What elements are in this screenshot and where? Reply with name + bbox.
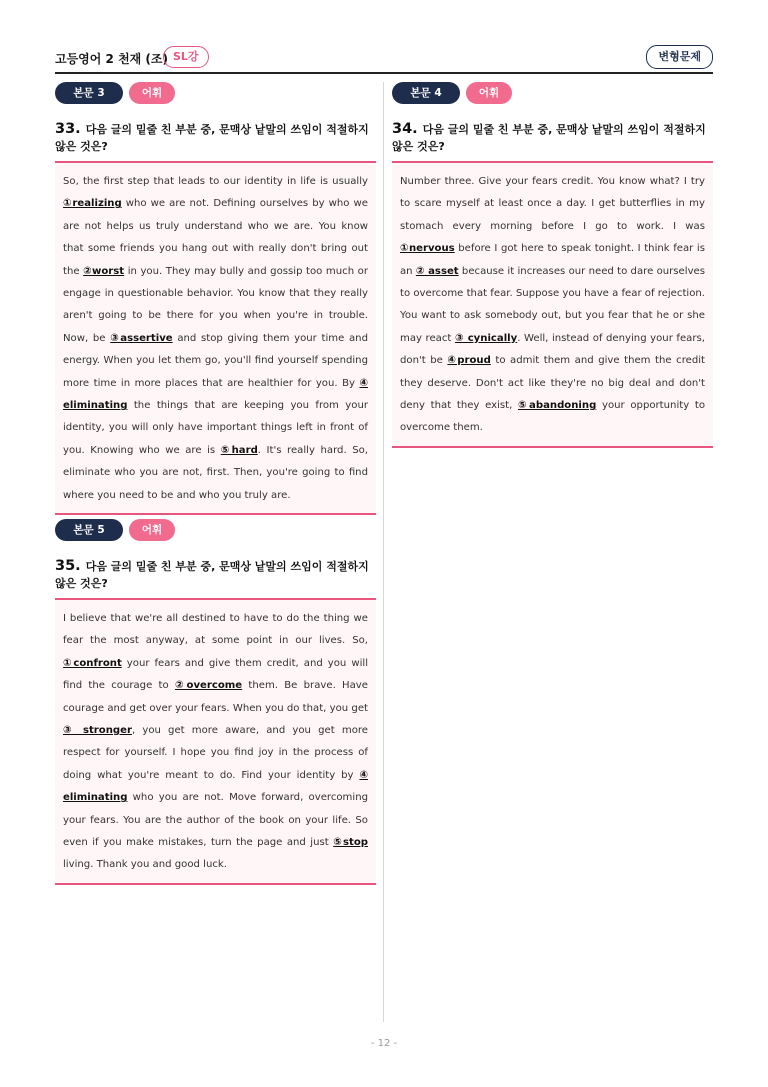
choice-1: ①confront — [63, 657, 122, 669]
passage-segment: before I got here to speak tonight. I think fear is an — [400, 243, 705, 277]
passage-segment: to admit them and give them the credit they deserve. Don't act like they're no big deal and don't deny that they exist, — [400, 355, 705, 412]
header-rule — [55, 72, 713, 74]
question-prompt — [55, 121, 376, 155]
question-type-badge: 변형문제 — [646, 45, 713, 69]
section-tags — [55, 519, 376, 543]
passage-segment: So, the first step that leads to our identity in life is usually — [63, 176, 368, 187]
column-divider — [383, 82, 384, 1022]
section-tags — [392, 82, 713, 106]
question-text: 다음 글의 밑줄 친 부분 중, 문맥상 낱말의 쓰임이 적절하지 않은 것은? — [55, 560, 369, 590]
passage-segment: because it increases our need to dare ourselves to overcome that fear. Suppose you have a fear of rejection. You want to ask somebody out, but you fear that he or she may react — [400, 265, 706, 344]
sl-badge: SL강 — [163, 46, 209, 68]
choice-5: ⑤hard — [220, 444, 258, 456]
question-34 — [392, 82, 713, 448]
passage-segment: Number three. Give your fears credit. You know what? I try to scare myself at least once a day. I get butterflies in my stomach every morning before I go to work. I was — [400, 176, 705, 232]
choice-2: ②worst — [83, 265, 125, 277]
passage-text — [392, 163, 713, 446]
choice-4: ④proud — [447, 355, 491, 367]
passage-tag: 본문 3 — [55, 82, 123, 104]
question-prompt — [392, 121, 713, 155]
category-tag: 어휘 — [129, 82, 175, 104]
passage-tag: 본문 4 — [392, 82, 460, 104]
passage-segment: your fears and give them credit, and you will find the courage to — [63, 657, 369, 692]
question-text: 다음 글의 밑줄 친 부분 중, 문맥상 낱말의 쓰임이 적절하지 않은 것은? — [55, 123, 369, 153]
page-header — [55, 46, 713, 72]
section-tags — [55, 82, 376, 106]
question-35 — [55, 519, 376, 885]
passage-segment: I believe that we're all destined to have to do the thing we fear the most anyway, at some point in our lives. So, — [63, 613, 368, 647]
passage-rule — [392, 446, 713, 448]
question-33 — [55, 82, 376, 515]
passage-segment: the things that are keeping you from your identity, you will only have important things left in front of you. Knowing who we are is — [63, 400, 368, 456]
page-number: - 12 - — [370, 1038, 398, 1049]
passage-segment: your opportunity to overcome them. — [400, 400, 705, 434]
choice-4: ④ eliminating — [63, 377, 368, 412]
passage-segment: living. Thank you and good luck. — [63, 859, 227, 871]
category-tag: 어휘 — [129, 519, 175, 541]
choice-3: ③ stronger — [63, 725, 132, 737]
passage-rule — [55, 513, 376, 515]
choice-1: ①realizing — [63, 198, 122, 210]
passage-segment: who you are not. Move forward, overcoming your fears. You are the author of the book on your life. So even if you make mistakes, turn the page and just — [63, 792, 368, 849]
choice-4: ④ eliminating — [63, 769, 368, 804]
choice-5: ⑤stop — [333, 837, 368, 849]
passage-segment: and stop giving them your time and energy. When you let them go, you'll find yourself spending more time in more places that are healthier for you. By — [63, 332, 368, 389]
question-number: 35. — [55, 558, 81, 574]
question-prompt — [55, 558, 376, 592]
question-number: 34. — [392, 121, 418, 137]
passage-segment: , you get more aware, and you get more respect for yourself. I hope you find joy in the process of doing what you're meant to do. Find your identity by — [63, 725, 369, 781]
question-text: 다음 글의 밑줄 친 부분 중, 문맥상 낱말의 쓰임이 적절하지 않은 것은? — [392, 123, 706, 153]
passage-text — [55, 163, 376, 513]
passage-text — [55, 600, 376, 883]
category-tag: 어휘 — [466, 82, 512, 104]
choice-5: ⑤abandoning — [518, 400, 597, 412]
passage-segment: in you. They may bully and gossip too much or engage in questionable behavior. You know that they really aren't going to be there for you when you're in trouble. Now, be — [63, 265, 368, 344]
passage-rule — [55, 883, 376, 885]
passage-tag: 본문 5 — [55, 519, 123, 541]
question-number: 33. — [55, 121, 81, 137]
passage-segment: . It's really hard. So, eliminate who you are not, first. Then, you're going to find where you need to be and who you truly are. — [63, 444, 368, 501]
passage-segment: them. Be brave. Have courage and get over your fears. When you do that, you get — [63, 680, 368, 714]
choice-1: ①nervous — [400, 243, 455, 255]
passage-segment: who we are not. Defining ourselves by who we are not helps us truly understand who we are. You know that some friends you hang out with really don't bring out the — [63, 198, 368, 277]
choice-2: ② asset — [415, 265, 459, 277]
choice-3: ③assertive — [110, 332, 173, 344]
choice-3: ③ cynically — [454, 332, 518, 344]
choice-2: ②overcome — [174, 680, 243, 692]
textbook-title: 고등영어 2 천재 (조) — [55, 52, 168, 66]
passage-segment: . Well, instead of denying your fears, don't be — [400, 332, 705, 367]
